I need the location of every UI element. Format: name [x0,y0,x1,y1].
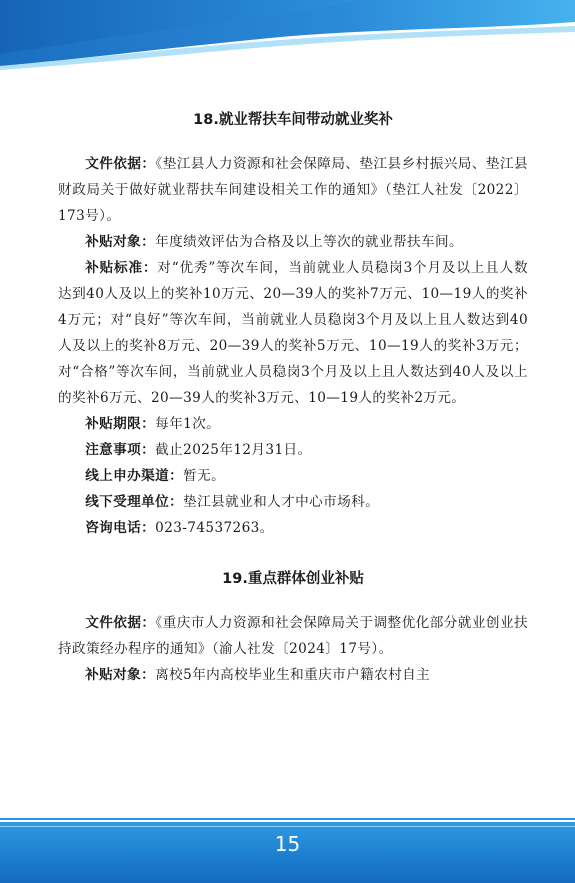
basis-text: 《垫江县人力资源和社会保障局、垫江县乡村振兴局、垫江县财政局关于做好就业帮扶车间建设相关工作的通知》（垫江人社发〔2022〕173号）。 [58,156,529,224]
section-18-phone [58,515,528,541]
basis-label: 文件依据： [85,615,156,631]
section-18-period [58,411,528,437]
period-text: 每年1次。 [155,416,221,432]
page-number: 15 [274,832,301,856]
target-label: 补贴对象： [85,234,156,250]
standard-text: 对“优秀”等次车间，当前就业人员稳岗3个月及以上且人数达到40人及以上的奖补10万元、20—39人的奖补7万元、10—19人的奖补4万元；对“良好”等次车间，当前就业人员稳岗3个月及以上且人数达到40人及以上的奖补8万元、20—39人的奖补5万元、10—19人的奖补3万元；对“合格”等次车间，当前就业人员稳岗3个月及以上且人数达到40人及以上的奖补6万元、20—39人的奖补3万元、10—19人的奖补2万元。 [58,260,528,406]
offline-label: 线下受理单位： [85,494,184,510]
basis-text: 《重庆市人力资源和社会保障局关于调整优化部分就业创业扶持政策经办程序的通知》（渝人社发〔2024〕17号）。 [58,615,529,657]
section-18-offline-unit [58,489,528,515]
notice-label: 注意事项： [85,442,156,458]
section-18-target [58,229,528,255]
offline-text: 垫江县就业和人才中心市场科。 [183,494,380,510]
section-18-online-channel [58,463,528,489]
section-18-standard [58,255,528,411]
page-content [58,108,528,688]
online-text: 暂无。 [183,468,226,484]
section-18-title: 18.就业帮扶车间带动就业奖补 [193,112,393,128]
period-label: 补贴期限： [85,416,156,432]
footer-divider-line [0,818,575,820]
phone-text: 023-74537263。 [155,520,274,536]
target-label: 补贴对象： [85,667,156,683]
footer-highlight-line [0,826,575,827]
online-label: 线上申办渠道： [85,468,184,484]
section-18-basis [58,151,528,229]
section-19-target [58,662,528,688]
phone-label: 咨询电话： [85,520,156,536]
top-decorative-banner [0,0,575,70]
section-19-basis [58,610,528,662]
section-19-title: 19.重点群体创业补贴 [222,571,364,587]
target-text: 年度绩效评估为合格及以上等次的就业帮扶车间。 [155,234,464,250]
section-18-notice [58,437,528,463]
standard-label: 补贴标准： [85,260,158,276]
basis-label: 文件依据： [85,156,156,172]
target-text: 离校5年内高校毕业生和重庆市户籍农村自主 [155,667,431,683]
notice-text: 截止2025年12月31日。 [155,442,312,458]
